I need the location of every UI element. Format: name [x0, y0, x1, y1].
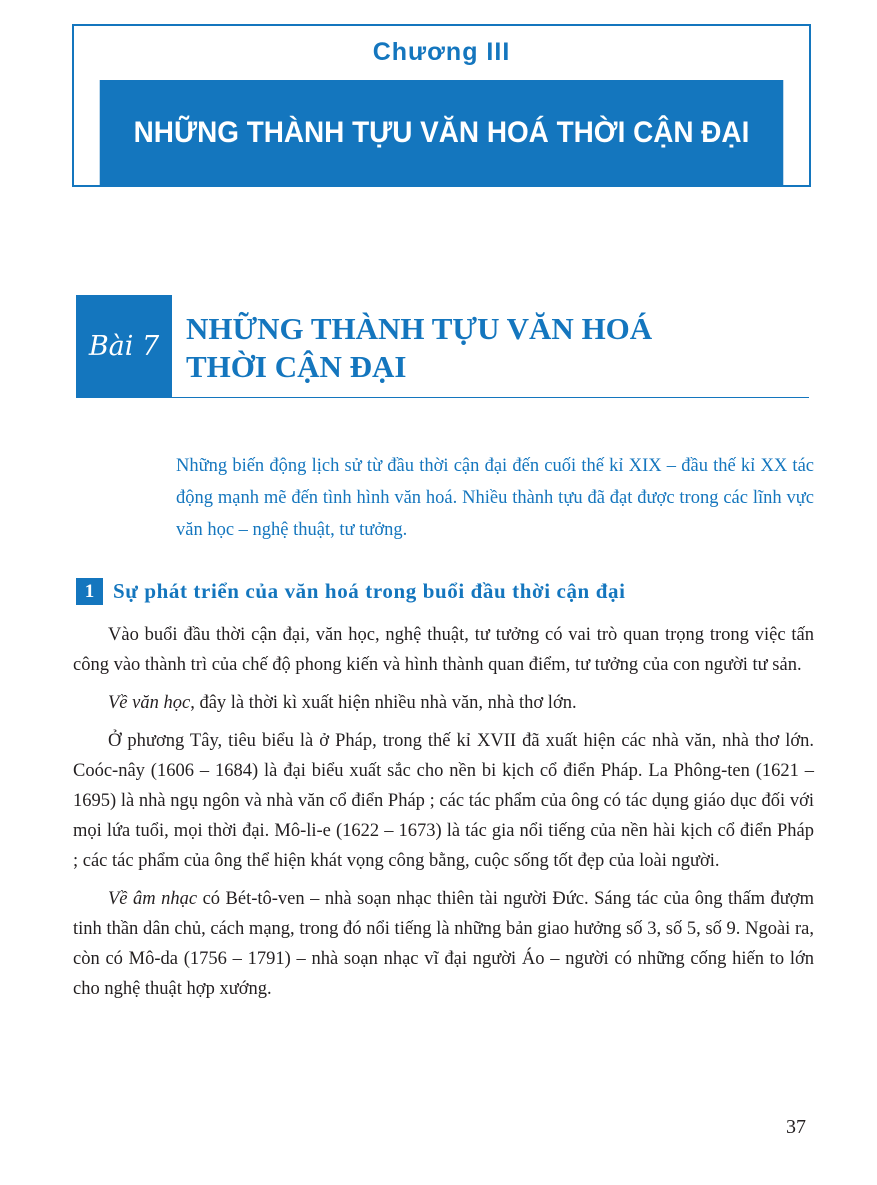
- lesson-title-line2: THỜI CẬN ĐẠI: [186, 349, 407, 384]
- body-text: [73, 620, 814, 1012]
- paragraph-1: Vào buổi đầu thời cận đại, văn học, nghệ thuật, tư tưởng có vai trò quan trọng trong việc tấn công vào thành trì của chế độ phong kiến và hình thành quan điểm, tư tưởng của con người tư sản.: [73, 625, 814, 675]
- paragraph-2: [73, 688, 814, 718]
- paragraph-3: Ở phương Tây, tiêu biểu là ở Pháp, trong thế kỉ XVII đã xuất hiện các nhà văn, nhà thơ lớn. Coóc-nây (1606 – 1684) là đại biểu xuất sắc cho nền bi kịch cổ điển Pháp. La Phông-ten (1621 – 1695) là nhà ngụ ngôn và nhà văn cổ điển Pháp ; các tác phẩm của ông có tác dụng giáo dục đối với mọi lứa tuổi, mọi thời đại. Mô-li-e (1622 – 1673) là tác gia nổi tiếng của nền hài kịch cổ điển Pháp ; các tác phẩm của ông thể hiện khát vọng công bằng, cuộc sống tốt đẹp của loài người.: [73, 731, 814, 871]
- lesson-title: [186, 310, 786, 386]
- lesson-badge: Bài 7: [76, 295, 172, 398]
- chapter-label: Chương III: [372, 38, 511, 66]
- lesson-intro: Những biến động lịch sử từ đầu thời cận đại đến cuối thế kỉ XIX – đầu thế kỉ XX tác động mạnh mẽ đến tình hình văn hoá. Nhiều thành tựu đã đạt được trong các lĩnh vực văn học – nghệ thuật, tư tưởng.: [176, 456, 814, 540]
- page-number: 37: [786, 1116, 806, 1138]
- paragraph-4: [73, 884, 814, 1004]
- lesson-divider: [76, 397, 809, 398]
- section-title: Sự phát triển của văn hoá trong buổi đầu thời cận đại: [113, 579, 626, 603]
- paragraph-4-lead: Về âm nhạc: [108, 889, 198, 909]
- chapter-header: [72, 24, 811, 187]
- chapter-title: NHỮNG THÀNH TỰU VĂN HOÁ THỜI CẬN ĐẠI: [100, 80, 784, 185]
- paragraph-2-lead: Về văn học: [108, 693, 191, 713]
- paragraph-4-text: có Bét-tô-ven – nhà soạn nhạc thiên tài người Đức. Sáng tác của ông thấm đượm tinh thần dân chủ, cách mạng, trong đó nổi tiếng là những bản giao hưởng số 3, số 5, số 9. Ngoài ra, còn có Mô-da (1756 – 1791) – nhà soạn nhạc vĩ đại người Áo – người có những cống hiến to lớn cho nghệ thuật hợp xướng.: [73, 889, 814, 999]
- section-number: 1: [76, 578, 103, 605]
- lesson-title-line1: NHỮNG THÀNH TỰU VĂN HOÁ: [186, 311, 653, 346]
- section-heading: [76, 578, 816, 608]
- paragraph-2-text: , đây là thời kì xuất hiện nhiều nhà văn, nhà thơ lớn.: [190, 693, 577, 713]
